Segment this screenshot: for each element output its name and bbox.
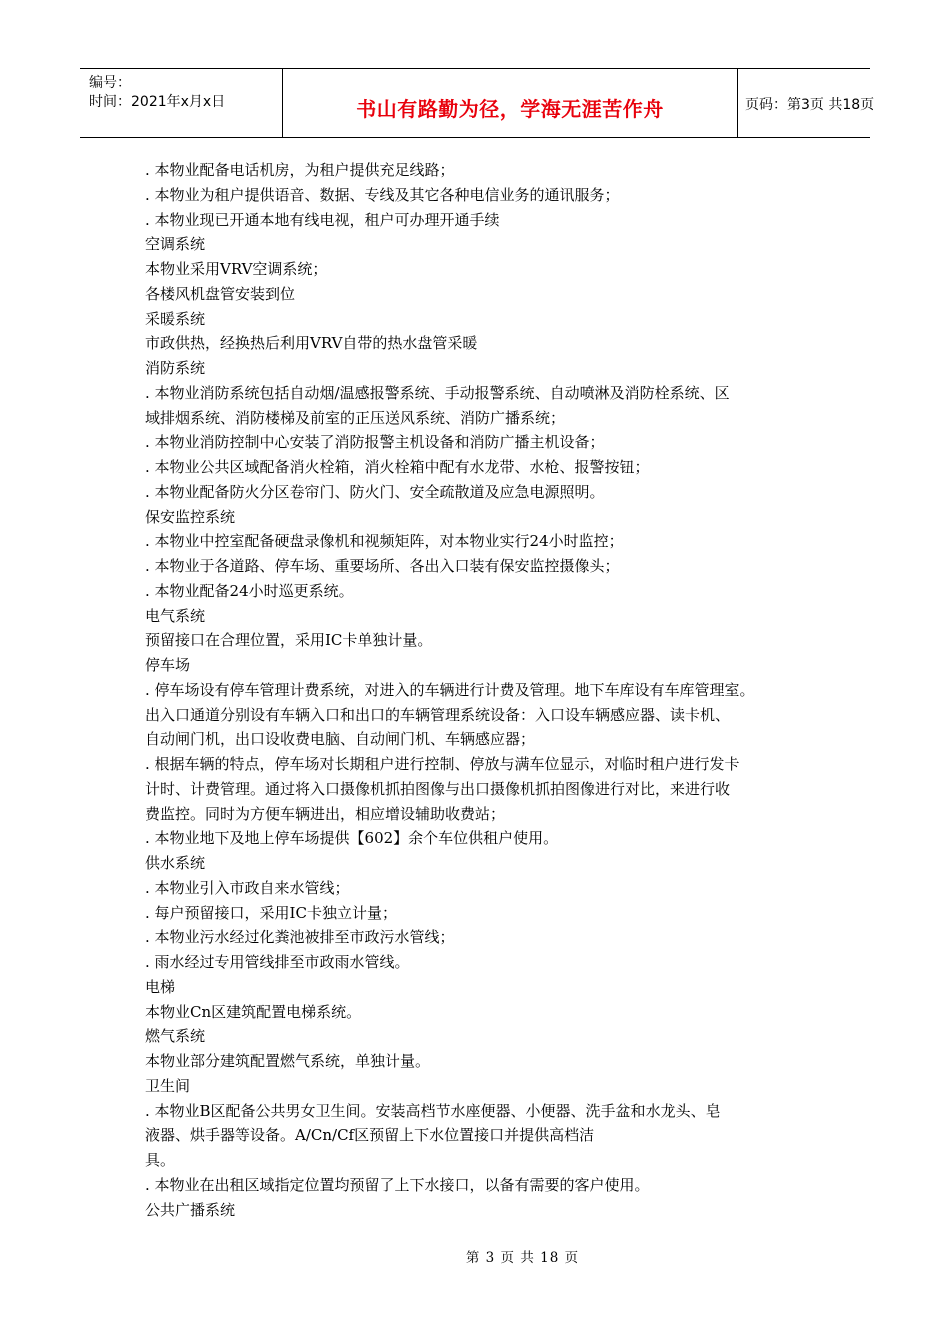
body-text-line: . 本物业地下及地上停车场提供【602】余个车位供租户使用。 (145, 829, 559, 848)
body-text-line: 卫生间 (145, 1076, 191, 1095)
body-text-line: . 本物业中控室配备硬盘录像机和视频矩阵，对本物业实行24小时监控； (145, 532, 624, 551)
body-text-line: 消防系统 (145, 359, 206, 377)
header-info-cell (80, 69, 282, 137)
body-text-line: 本物业Cn区建筑配置电梯系统。 (145, 1002, 362, 1021)
body-text-line: 预留接口在合理位置，采用IC卡单独计量。 (145, 631, 433, 650)
body-text-line: 自动闸门机，出口设收费电脑、自动闸门机、车辆感应器； (145, 730, 536, 749)
body-text-line: 公共广播系统 (145, 1200, 236, 1219)
body-text-line: . 本物业B区配备公共男女卫生间。安装高档节水座便器、小便器、洗手盆和水龙头、皂 (145, 1101, 721, 1120)
body-text-line: 本物业采用VRV空调系统； (145, 260, 328, 278)
body-text-line: 燃气系统 (145, 1027, 206, 1046)
body-text-line: . 本物业在出租区域指定位置均预留了上下水接口，以备有需要的客户使用。 (145, 1175, 650, 1194)
motto-text: 书山有路勤为径，学海无涯苦作舟 (356, 97, 664, 121)
body-text-line: 空调系统 (145, 235, 206, 254)
body-text-line: 出入口通道分别设有车辆入口和出口的车辆管理系统设备：入口设车辆感应器、读卡机、 (145, 705, 731, 724)
body-text-line: . 本物业现已开通本地有线电视，租户可办理开通手续 (145, 210, 500, 229)
body-text-line: . 本物业为租户提供语音、数据、专线及其它各种电信业务的通讯服务； (145, 185, 620, 204)
body-text-line: 停车场 (145, 656, 191, 674)
body-text-line: 供水系统 (145, 854, 206, 872)
body-text-line: . 本物业公共区域配备消火栓箱，消火栓箱中配有水龙带、水枪、报警按钮； (145, 458, 650, 476)
document-body (145, 158, 835, 1222)
body-text-line: 域排烟系统、消防楼梯及前室的正压送风系统、消防广播系统； (145, 408, 566, 427)
body-text-line: 采暖系统 (145, 309, 206, 328)
body-text-line: 市政供热，经换热后利用VRV自带的热水盘管采暖 (145, 334, 478, 353)
body-text-line: . 本物业配备防火分区卷帘门、防火门、安全疏散道及应急电源照明。 (145, 482, 605, 501)
body-text-line: 本物业部分建筑配置燃气系统，单独计量。 (145, 1052, 431, 1070)
page-header (80, 68, 875, 138)
date-line: 时间：2021年x月x日 (89, 94, 226, 110)
body-text-line: . 本物业配备电话机房，为租户提供充足线路； (145, 161, 455, 179)
body-text-line: . 本物业污水经过化粪池被排至市政污水管线； (145, 928, 455, 947)
header-motto-cell (282, 69, 738, 137)
page-footer (0, 1246, 950, 1266)
body-text-line: 电气系统 (145, 606, 206, 625)
body-text-line: . 雨水经过专用管线排至市政雨水管线。 (145, 953, 410, 971)
header-page-cell (737, 69, 875, 137)
body-text-line: 费监控。同时为方便车辆进出，相应增设辅助收费站； (145, 804, 506, 823)
body-text-line: . 本物业于各道路、停车场、重要场所、各出入口装有保安监控摄像头； (145, 557, 620, 575)
serial-number-label: 编号： (89, 75, 131, 91)
body-text-line: . 本物业配备24小时巡更系统。 (145, 581, 354, 600)
body-text-line: . 停车场设有停车管理计费系统，对进入的车辆进行计费及管理。地下车库设有车库管理室。 (145, 680, 755, 699)
body-text-line: 计时、计费管理。通过将入口摄像机抓拍图像与出口摄像机抓拍图像进行对比，来进行收 (145, 779, 731, 798)
body-text-line: 保安监控系统 (145, 507, 236, 526)
body-text-line: 各楼风机盘管安装到位 (145, 284, 296, 303)
body-text-line: . 本物业引入市政自来水管线； (145, 878, 350, 897)
footer-page-number: 第 3 页 共 18 页 (465, 1250, 580, 1266)
body-text-line: . 根据车辆的特点，停车场对长期租户进行控制、停放与满车位显示，对临时租户进行发卡 (145, 755, 740, 773)
body-text-line: . 每户预留接口，采用IC卡独立计量； (145, 903, 397, 922)
body-text-line: 具。 (145, 1151, 176, 1169)
body-text-line: . 本物业消防系统包括自动烟/温感报警系统、手动报警系统、自动喷淋及消防栓系统、区 (145, 383, 730, 402)
body-text-line: 液器、烘手器等设备。A/Cn/Cf区预留上下水位置接口并提供高档洁 (145, 1126, 595, 1145)
body-text-line: . 本物业消防控制中心安装了消防报警主机设备和消防广播主机设备； (145, 433, 605, 452)
body-text-line: 电梯 (145, 977, 176, 996)
page-code: 页码：第3页 共18页 (745, 97, 875, 113)
